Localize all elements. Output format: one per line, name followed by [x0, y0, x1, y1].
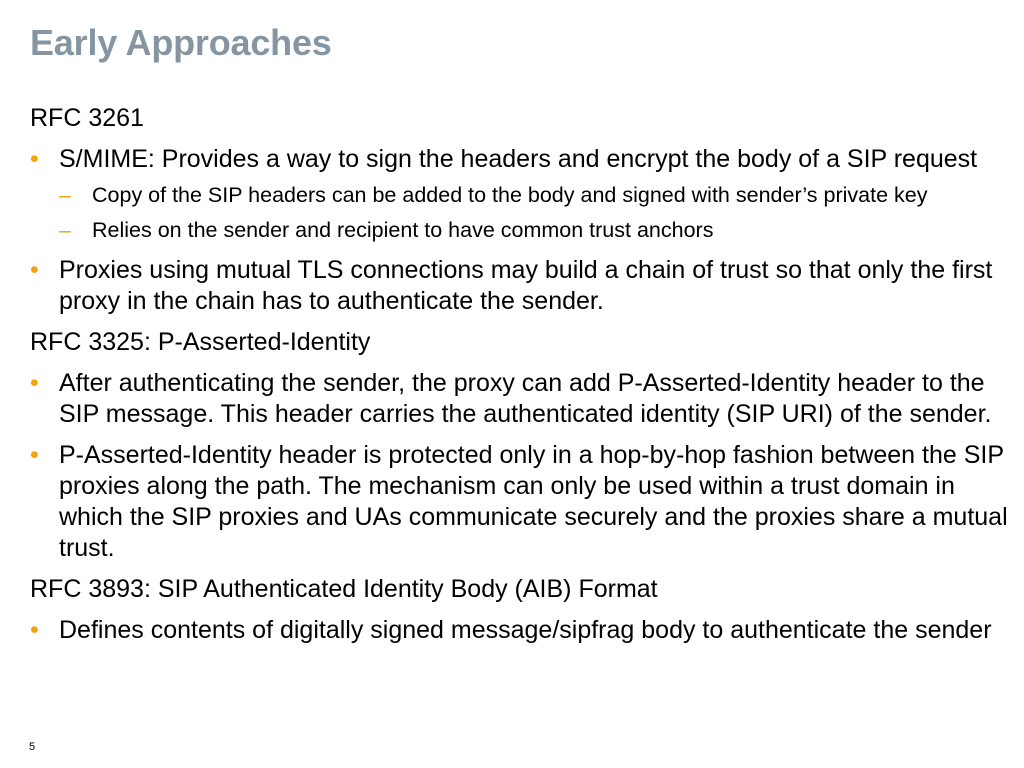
section-heading-rfc3261: RFC 3261 — [30, 104, 144, 132]
bullet-text: Proxies using mutual TLS connections may build a chain of trust so that only the first proxy in the chain has to authenticate the sender. — [59, 256, 993, 315]
bullet-item — [30, 368, 1010, 430]
bullet-text: P-Asserted-Identity header is protected only in a hop-by-hop fashion between the SIP proxies along the path. The mechanism can only be used within a trust domain in which the SIP proxies and UAs communicate securely and the proxies share a mutual trust. — [59, 441, 1008, 562]
dash-icon: – — [59, 183, 71, 207]
dash-icon: – — [59, 218, 71, 242]
bullet-icon: • — [30, 369, 39, 397]
bullet-item — [30, 615, 1010, 646]
sub-bullet-text: Relies on the sender and recipient to have common trust anchors — [92, 218, 714, 242]
sub-bullet-text: Copy of the SIP headers can be added to the body and signed with sender’s private key — [92, 183, 928, 207]
bullet-item — [30, 440, 1010, 564]
bullet-item — [30, 255, 1010, 317]
sub-bullet-item — [30, 217, 1010, 244]
bullet-icon: • — [30, 256, 39, 284]
section-heading-rfc3325: RFC 3325: P-Asserted-Identity — [30, 328, 371, 356]
bullet-icon: • — [30, 616, 39, 644]
sub-bullet-item — [30, 182, 1010, 209]
bullet-item — [30, 144, 1010, 175]
page-number: 5 — [29, 741, 36, 753]
bullet-text: S/MIME: Provides a way to sign the headers and encrypt the body of a SIP request — [59, 145, 978, 173]
bullet-text: After authenticating the sender, the proxy can add P-Asserted-Identity header to the SIP message. This header carries the authenticated identity (SIP URI) of the sender. — [59, 369, 992, 428]
bullet-icon: • — [30, 441, 39, 469]
bullet-icon: • — [30, 145, 39, 173]
slide-title: Early Approaches — [30, 22, 332, 63]
section-heading-rfc3893: RFC 3893: SIP Authenticated Identity Body (AIB) Format — [30, 575, 658, 603]
bullet-text: Defines contents of digitally signed message/sipfrag body to authenticate the sender — [59, 616, 992, 644]
slide-body — [30, 103, 1010, 656]
